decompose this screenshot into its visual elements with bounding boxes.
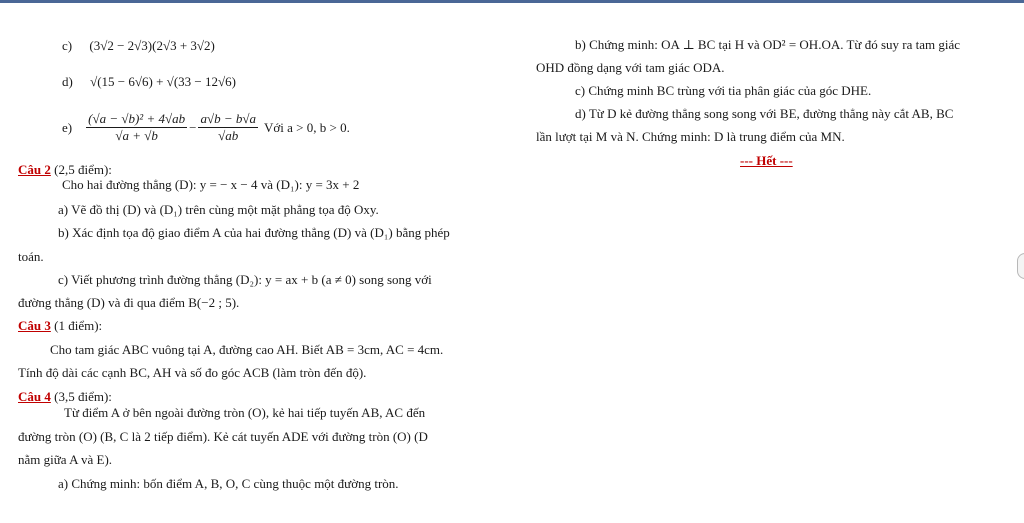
scroll-handle[interactable]: [1017, 253, 1024, 279]
question-points: (3,5 điểm):: [50, 389, 112, 404]
question-title: Câu 2: [18, 162, 51, 177]
cau4-part-b-cont: OHD đồng dạng với tam giác ODA.: [536, 60, 725, 75]
item-label: d): [62, 74, 73, 89]
cau2-part-c-cont: đường thẳng (D) và đi qua điểm B(−2 ; 5).: [18, 295, 240, 310]
cau3-line-2: Tính độ dài các cạnh BC, AH và số đo góc ACB (làm tròn đến độ).: [18, 365, 367, 380]
fraction-2: [198, 112, 258, 143]
end-text: --- Hết ---: [740, 153, 793, 168]
cau4-line-1: Từ điểm A ở bên ngoài đường tròn (O), kẻ hai tiếp tuyến AB, AC đến: [64, 405, 426, 420]
fraction-denominator: √a + √b: [115, 128, 158, 143]
cau2-heading: [18, 162, 112, 178]
fraction-1: [86, 112, 187, 143]
cau4-part-c: c) Chứng minh BC trùng với tia phân giác của góc DHE.: [575, 83, 872, 98]
cau2-part-c: c) Viết phương trình đường thẳng (D₂): y = ax + b (a ≠ 0) song song với: [58, 272, 432, 287]
fraction-numerator: a√b − b√a: [200, 111, 257, 126]
item-label: c): [62, 38, 73, 53]
cau4-line-3: nằm giữa A và E).: [18, 452, 113, 467]
cau2-part-b-cont: toán.: [18, 249, 44, 264]
cau3-line-1: Cho tam giác ABC vuông tại A, đường cao AH. Biết AB = 3cm, AC = 4cm.: [50, 342, 444, 357]
cau2-part-a: a) Vẽ đồ thị (D) và (D₁) trên cùng một mặt phẳng tọa độ Oxy.: [58, 202, 379, 217]
fraction-numerator: (√a − √b)² + 4√ab: [88, 111, 186, 126]
item-e: [62, 112, 350, 143]
cau4-part-d-cont: lần lượt tại M và N. Chứng minh: D là trung điểm của MN.: [536, 129, 845, 144]
cau4-part-b: b) Chứng minh: OA ⊥ BC tại H và OD² = OH.OA. Từ đó suy ra tam giác: [575, 37, 961, 52]
condition-text: Với a > 0, b > 0.: [264, 119, 350, 135]
item-label: e): [62, 119, 73, 135]
cau4-heading: [18, 389, 112, 405]
item-c: [62, 38, 215, 54]
question-title: Câu 3: [18, 318, 51, 333]
question-points: (2,5 điểm):: [50, 162, 112, 177]
math-expression: (3√2 − 2√3)(2√3 + 3√2): [89, 38, 215, 53]
cau4-line-2: đường tròn (O) (B, C là 2 tiếp điểm). Kẻ cát tuyến ADE với đường tròn (O) (D: [18, 429, 428, 444]
fraction-denominator: √ab: [218, 128, 239, 143]
item-d: [62, 74, 236, 90]
question-title: Câu 4: [18, 389, 51, 404]
math-expression: √(15 − 6√6) + √(33 − 12√6): [90, 74, 236, 89]
cau4-part-a: a) Chứng minh: bốn điểm A, B, O, C cùng thuộc một đường tròn.: [58, 476, 399, 491]
minus-sign: −: [189, 119, 197, 135]
top-border: [0, 0, 1024, 3]
question-points: (1 điểm):: [50, 318, 103, 333]
end-marker: [740, 153, 793, 169]
cau2-part-b: b) Xác định tọa độ giao điểm A của hai đường thẳng (D) và (D₁) bằng phép: [58, 225, 450, 240]
cau2-intro: Cho hai đường thẳng (D): y = − x − 4 và (D₁): y = 3x + 2: [62, 177, 360, 192]
cau4-part-d: d) Từ D kẻ đường thẳng song song với BE, đường thẳng này cắt AB, BC: [575, 106, 954, 121]
cau3-heading: [18, 318, 102, 334]
